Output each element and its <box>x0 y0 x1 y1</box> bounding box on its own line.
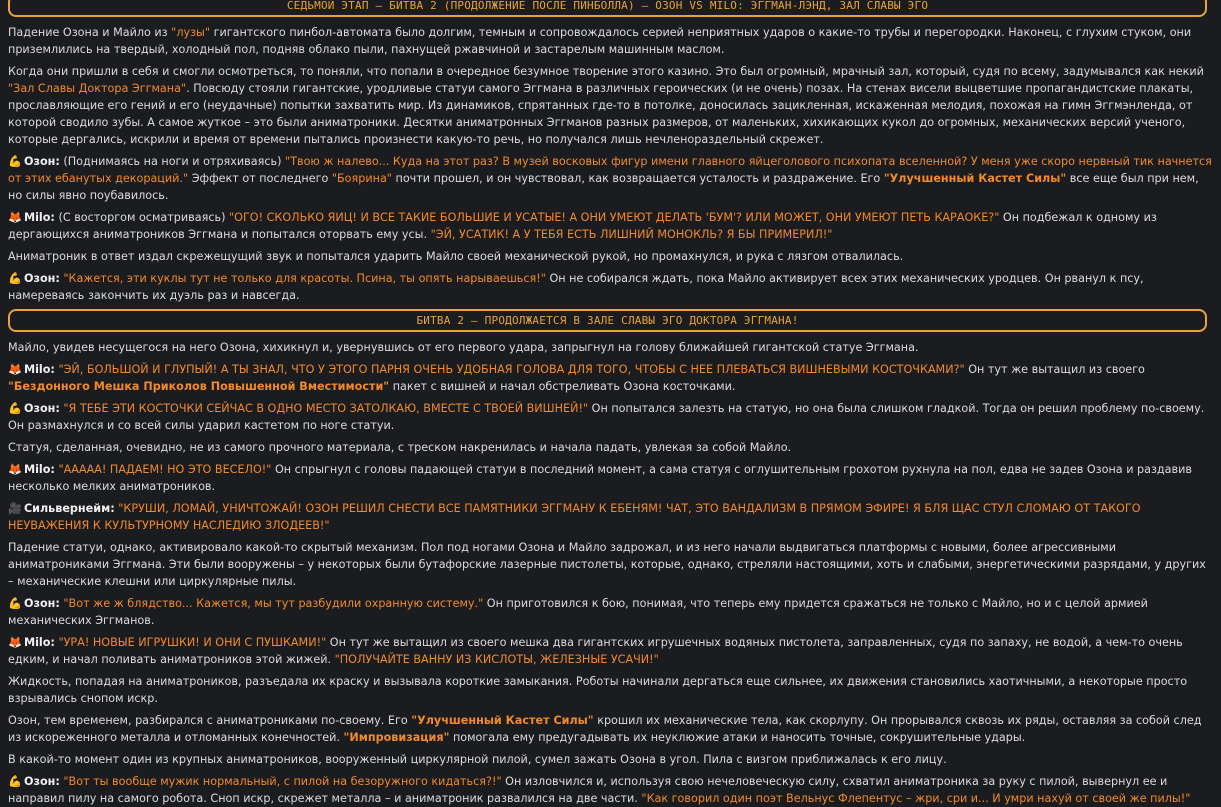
fox-icon: 🦊 <box>8 211 22 224</box>
speaker-name: Milo: <box>23 463 55 476</box>
speaker-name: Озон: <box>23 155 60 168</box>
flexed-biceps-icon: 💪 <box>8 597 22 610</box>
fox-icon: 🦊 <box>8 363 22 376</box>
speaker-name: Milo: <box>23 363 55 376</box>
fox-icon: 🦊 <box>8 463 22 476</box>
speaker-name: Milo: <box>23 636 55 649</box>
ozon-line: 💪 Озон: "Кажется, эти куклы тут не только для красоты. Псина, ты опять нарываешься!" Он не собирался ждать, пока Майло активирует всех этих механических уродцев. Он рванул к псу, намереваясь закончить их дуэль раз и навсегда. <box>8 272 1144 302</box>
ozon-line: 💪 Озон: "Вот ты вообще мужик нормальный, с пилой на безоружного кидаться?!" Он изловчился и, используя свою нечеловеческую силу, схватил аниматроника за руку с пилой, вывернул ее и направил пилу на самого робота. Сноп искр, скрежет металла – и аниматроник развалился на две части. "Как говорил один поэт Вельнус Флепентус – жри, сри и... И умри нахуй от своей же пилы!" <box>8 775 1191 805</box>
milo-line: 🦊 Milo: (С восторгом осматриваясь) "ОГО! СКОЛЬКО ЯИЦ! И ВСЕ ТАКИЕ БОЛЬШИЕ И УСАТЫЕ! А ОНИ УМЕЮТ ДЕЛАТЬ 'БУМ'? ИЛИ МОЖЕТ, ОНИ УМЕЮТ ПЕТЬ КАРАОКЕ?" Он подбежал к одному из дергающихся аниматроников Эггмана и попытался оторвать ему усы. "ЭЙ, УСАТИК! А У ТЕБЯ ЕСТЬ ЛИШНИЙ МОНОКЛЬ? Я БЫ ПРИМЕРИЛ!" <box>8 211 1157 241</box>
narration-paragraph: Когда они пришли в себя и смогли осмотреться, то поняли, что попали в очередное безумное творение этого казино. Это был огромный, мрачный зал, который, судя по всему, задумывался как некий "Зал Славы Доктора Эггмана". Повсюду стояли гигантские, уродливые статуи самого Эггмана в различных героических (и не очень) позах. На стенах висели выцветшие пропагандистские плакаты, прославляющие его гений и его (неудачные) попытки захватить мир. Из динамиков, спрятанных где-то в потолке, доносилась зацикленная, искаженная мелодия, похожая на гимн Эггмэнленда, от которой сводило зубы. А самое жуткое – это были аниматроники. Десятки аниматронных Эггманов разных размеров, от маленьких, хихикающих кукол до огромных, механических версий ученого, которые дергались, искрили и время от времени пытались произнести какую-то речь, но получался лишь нечленораздельный скрежет. <box>8 65 1204 146</box>
narration-paragraph: Падение Озона и Майло из "лузы" гигантского пинбол-автомата было долгим, темным и сопровождалось серией неприятных ударов о какие-то трубы и перегородки. Наконец, с глухим стуком, они приземлились на твердый, холодный пол, подняв облако пыли, пахнущей ржавчиной и застарелым машинным маслом. <box>8 26 1192 56</box>
speaker-name: Озон: <box>23 775 60 788</box>
battle-banner: БИТВА 2 – ПРОДОЛЖАЕТСЯ В ЗАЛЕ СЛАВЫ ЭГО ДОКТОРА ЭГГМАНА! <box>8 309 1207 332</box>
narration-paragraph: Жидкость, попадая на аниматроников, разъедала их краску и вызывала короткие замыкания. Роботы начинали дергаться еще сильнее, их движения становились хаотичными, а некоторые просто взрывались снопом искр. <box>8 675 1188 705</box>
speaker-name: Сильвернейм: <box>23 502 115 515</box>
silver-line: 🎥 Сильвернейм: "КРУШИ, ЛОМАЙ, УНИЧТОЖАЙ! ОЗОН РЕШИЛ СНЕСТИ ВСЕ ПАМЯТНИКИ ЭГГМАНУ К ЕБЕНЯМ! ЧАТ, ЭТО ВАНДАЛИЗМ В ПРЯМОМ ЭФИРЕ! Я БЛЯ ЩАС СТУЛ СЛОМАЮ ОТ ТАКОГО НЕУВАЖЕНИЯ К КУЛЬТУРНОМУ НАСЛЕДИЮ ЗЛОДЕЕВ!" <box>8 502 1141 532</box>
flexed-biceps-icon: 💪 <box>8 272 22 285</box>
ozon-line: 💪 Озон: (Поднимаясь на ноги и отряхиваясь) "Твою ж налево... Куда на этот раз? В музей восковых фигур имени главного яйцеголового психопата вселенной? У меня уже скоро нервный тик начнется от этих ебанутых декораций." Эффект от последнего "Боярина" почти прошел, и он чувствовал, как возвращается усталость и раздражение. Его "Улучшенный Кастет Силы" все еще был при нем, но силы явно поубавилось. <box>8 155 1212 202</box>
flexed-biceps-icon: 💪 <box>8 775 22 788</box>
narration-paragraph: Майло, увидев несущегося на него Озона, хихикнул и, увернувшись от его первого удара, запрыгнул на голову ближайшей гигантской статуе Эггмана. <box>8 341 919 354</box>
milo-line: 🦊 Milo: "ААААА! ПАДАЕМ! НО ЭТО ВЕСЕЛО!" Он спрыгнул с головы падающей статуи в последний момент, а сама статуя с оглушительным грохотом рухнула на пол, едва не задев Озона и раздавив несколько мелких аниматроников. <box>8 463 1192 493</box>
speaker-name: Озон: <box>23 402 60 415</box>
speaker-name: Озон: <box>23 597 60 610</box>
flexed-biceps-icon: 💪 <box>8 402 22 415</box>
ozon-line: 💪 Озон: "Вот же ж блядство... Кажется, мы тут разбудили охранную систему." Он приготовился к бою, понимая, что теперь ему придется сражаться не только с Майло, но и с целой армией механических Эггманов. <box>8 597 1148 627</box>
narration-paragraph: Статуя, сделанная, очевидно, не из самого прочного материала, с треском накренилась и начала падать, увлекая за собой Майло. <box>8 441 792 454</box>
narration-paragraph: Аниматроник в ответ издал скрежещущий звук и попытался ударить Майло своей механической рукой, но промахнулся, и рука с лязгом отвалилась. <box>8 250 904 263</box>
narration-paragraph: Падение статуи, однако, активировало какой-то скрытый механизм. Пол под ногами Озона и Майло задрожал, и из него начали выдвигаться платформы с новыми, более агрессивными аниматрониками Эггмана. Эти были вооружены – у некоторых были бутафорские лазерные пистолеты, которые, однако, стреляли настоящими, хоть и слабыми, энергетическими разрядами, у других – механические клешни или циркулярные пилы. <box>8 541 1206 588</box>
speaker-name: Озон: <box>23 272 60 285</box>
speaker-name: Milo: <box>23 211 55 224</box>
milo-line: 🦊 Milo: "ЭЙ, БОЛЬШОЙ И ГЛУПЫЙ! А ТЫ ЗНАЛ, ЧТО У ЭТОГО ПАРНЯ ОЧЕНЬ УДОБНАЯ ГОЛОВА ДЛЯ ТОГО, ЧТОБЫ С НЕЕ ПЛЕВАТЬСЯ ВИШНЕВЫМИ КОСТОЧКАМИ?" Он тут же вытащил из своего "Бездонного Мешка Приколов Повышенной Вместимости" пакет с вишней и начал обстреливать Озона косточками. <box>8 363 1145 393</box>
narration-paragraph: Озон, тем временем, разбирался с аниматрониками по-своему. Его "Улучшенный Кастет Силы" крошил их механические тела, как скорлупу. Он прорывался сквозь их ряды, оставляя за собой след из искореженного металла и отломанных конечностей. "Импровизация" помогала ему предугадывать их неуклюжие атаки и наносить точные, сокрушительные удары. <box>8 714 1202 744</box>
narration-paragraph: В какой-то момент один из крупных аниматроников, вооруженный циркулярной пилой, сумел зажать Озона в угол. Пила с визгом приближалась к его лицу. <box>8 753 947 766</box>
milo-line: 🦊 Milo: "УРА! НОВЫЕ ИГРУШКИ! И ОНИ С ПУШКАМИ!" Он тут же вытащил из своего мешка два гигантских игрушечных водяных пистолета, заправленных, судя по запаху, не водой, а чем-то очень едким, и начал поливать аниматроников этой жижей. "ПОЛУЧАЙТЕ ВАННУ ИЗ КИСЛОТЫ, ЖЕЛЕЗНЫЕ УСАЧИ!" <box>8 636 1183 666</box>
ozon-line: 💪 Озон: "Я ТЕБЕ ЭТИ КОСТОЧКИ СЕЙЧАС В ОДНО МЕСТО ЗАТОЛКАЮ, ВМЕСТЕ С ТВОЕЙ ВИШНЕЙ!" Он попытался залезть на статую, но она была слишком гладкой. Тогда он решил проблему по-своему. Он размахнулся и со всей силы ударил кастетом по ноге статуи. <box>8 402 1205 432</box>
streamer-icon: 🎥 <box>8 502 22 515</box>
fox-icon: 🦊 <box>8 636 22 649</box>
stage-banner: СЕДЬМОЙ ЭТАП – БИТВА 2 (ПРОДОЛЖЕНИЕ ПОСЛЕ ПИНБОЛЛА) – ОЗОН VS MILO: ЭГГМАН-ЛЭНД, ЗАЛ СЛАВЫ ЭГО <box>8 0 1207 17</box>
flexed-biceps-icon: 💪 <box>8 155 22 168</box>
